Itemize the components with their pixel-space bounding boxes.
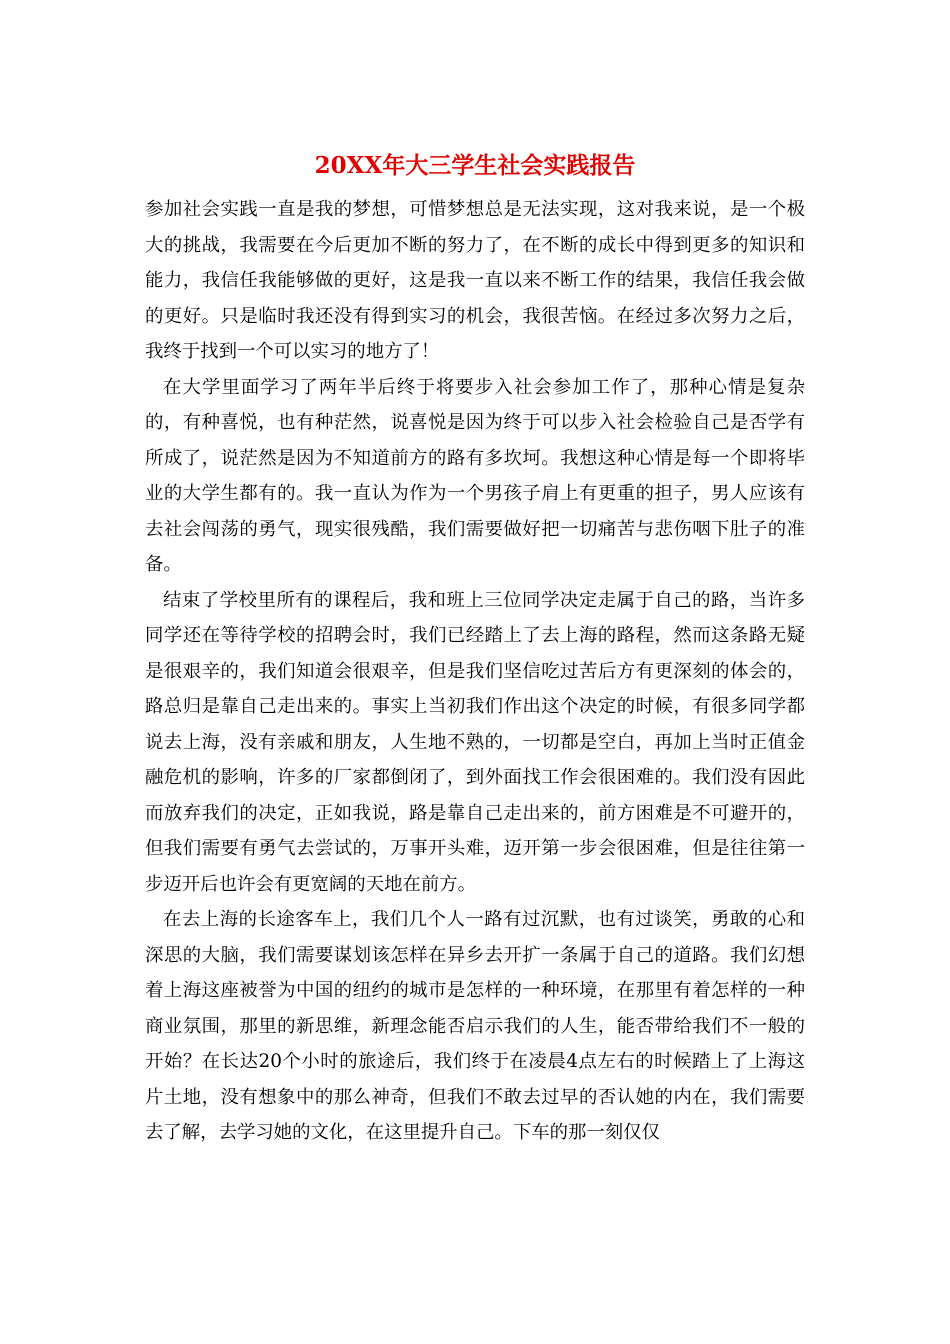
paragraph-1: 参加社会实践一直是我的梦想，可惜梦想总是无法实现，这对我来说，是一个极大的挑战，我需要在今后更加不断的努力了，在不断的成长中得到更多的知识和能力，我信任我能够做的更好，这是我一直以来不断工作的结果，我信任我会做的更好。只是临时我还没有得到实习的机会，我很苦恼。在经过多次努力之后，我终于找到一个可以实习的地方了！ — [145, 199, 805, 362]
document-body — [145, 192, 805, 1151]
paragraph-2: 在大学里面学习了两年半后终于将要步入社会参加工作了，那种心情是复杂的，有种喜悦，也有种茫然，说喜悦是因为终于可以步入社会检验自己是否学有所成了，说茫然是因为不知道前方的路有多坎坷。我想这种心情是每一个即将毕业的大学生都有的。我一直认为作为一个男孩子肩上有更重的担子，男人应该有去社会闯荡的勇气，现实很残酷，我们需要做好把一切痛苦与悲伤咽下肚子的准备。 — [145, 376, 805, 575]
paragraph-3: 结束了学校里所有的课程后，我和班上三位同学决定走属于自己的路，当许多同学还在等待学校的招聘会时，我们已经踏上了去上海的路程，然而这条路无疑是很艰辛的，我们知道会很艰辛，但是我们坚信吃过苦后方有更深刻的体会的，路总归是靠自己走出来的。事实上当初我们作出这个决定的时候，有很多同学都说去上海，没有亲戚和朋友，人生地不熟的，一切都是空白，再加上当时正值金融危机的影响，许多的厂家都倒闭了，到外面找工作会很困难的。我们没有因此而放弃我们的决定，正如我说，路是靠自己走出来的，前方困难是不可避开的，但我们需要有勇气去尝试的，万事开头难，迈开第一步会很困难，但是往往第一步迈开后也许会有更宽阔的天地在前方。 — [145, 589, 805, 895]
paragraph-4: 在去上海的长途客车上，我们几个人一路有过沉默，也有过谈笑，勇敢的心和深思的大脑，我们需要谋划该怎样在异乡去开扩一条属于自己的道路。我们幻想着上海这座被誉为中国的纽约的城市是怎样的一种环境，在那里有着怎样的一种商业氛围，那里的新思维，新理念能否启示我们的人生，能否带给我们不一般的开始？在长达20个小时的旅途后，我们终于在凌晨4点左右的时候踏上了上海这片土地，没有想象中的那么神奇，但我们不敢去过早的否认她的内在，我们需要去了解，去学习她的文化，在这里提升自己。下车的那一刻仅仅 — [145, 909, 805, 1143]
document-title: 20XX年大三学生社会实践报告 — [314, 152, 636, 179]
